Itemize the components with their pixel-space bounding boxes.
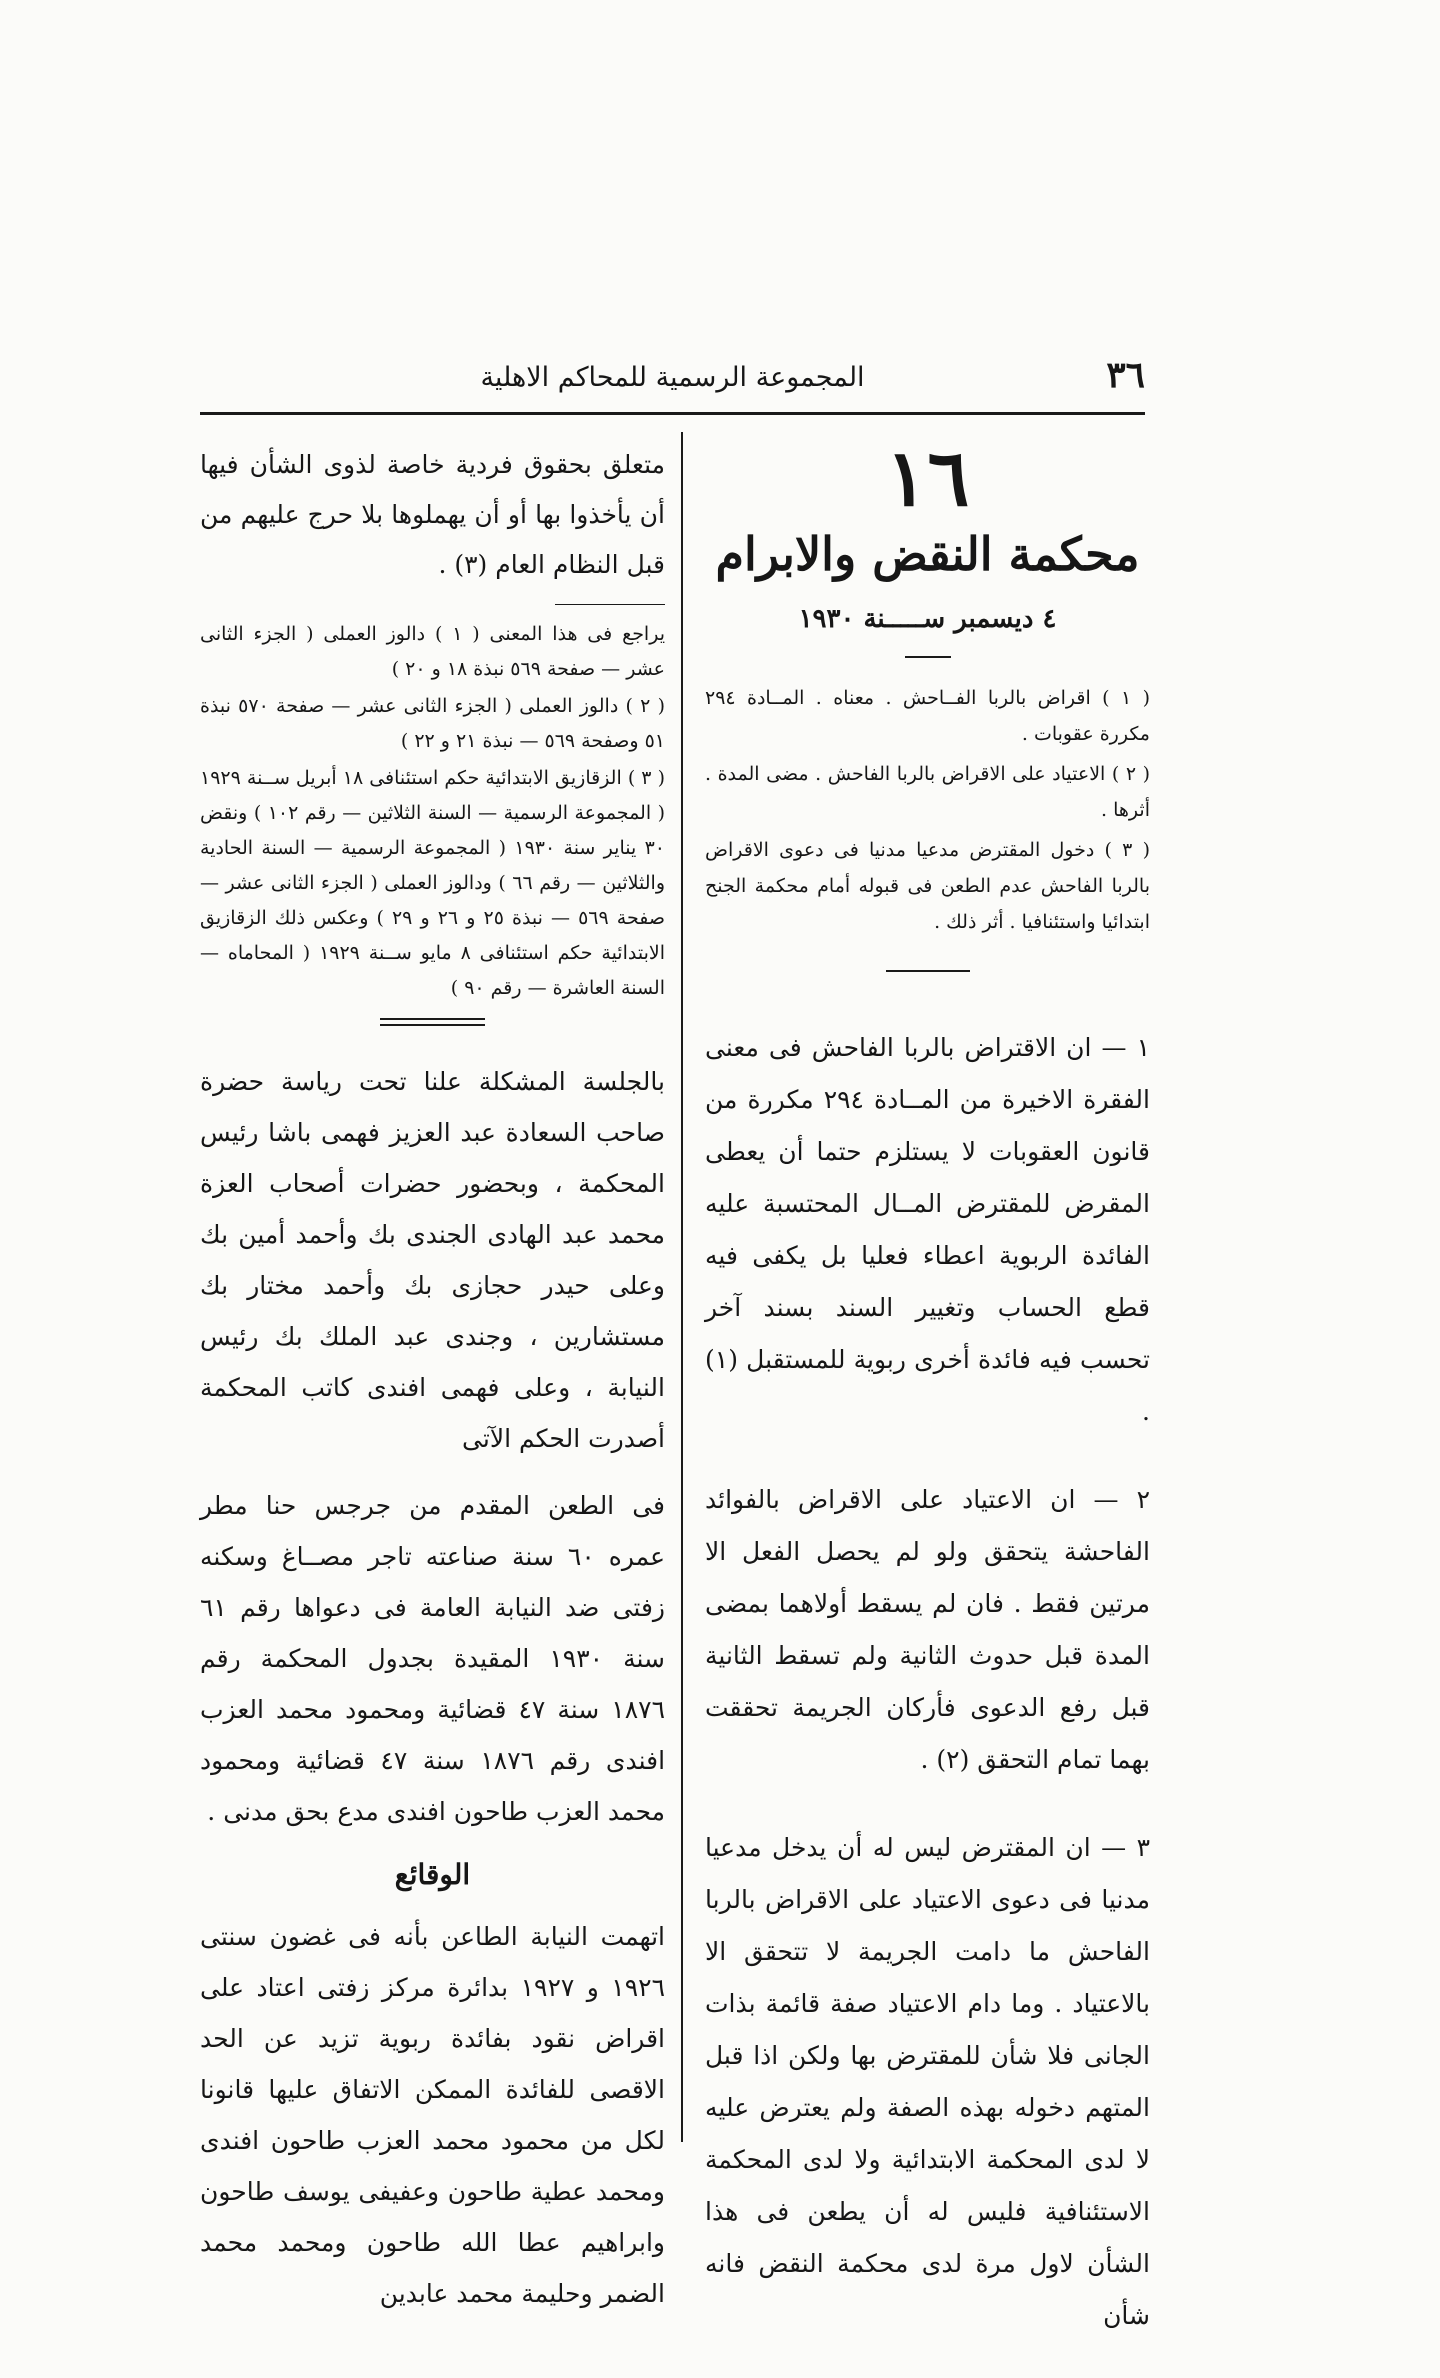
principle-paragraph: ٣ — ان المقترض ليس له أن يدخل مدعيا مدنيا فى دعوى الاعتياد على الاقراض بالربا الفاحش ما دامت الجريمة لا تتحقق الا بالاعتياد . وما دام الاعتياد صفة قائمة بذات الجانى فلا شأن للمقترض بها ولكن اذا قبل المتهم دخوله بهذه الصفة ولم يعترض عليه لا لدى المحكمة الابتدائية ولا لدى المحكمة الاستئنافية فليس له أن يطعن فى هذا الشأن لاول مرة لدى محكمة النقض فانه شأن xyxy=(705,1833,1150,2330)
case-number: ١٦ xyxy=(885,433,970,524)
divider xyxy=(886,970,970,972)
appeal-paragraph: فى الطعن المقدم من جرجس حنا مطر عمره ٦٠ سنة صناعته تاجر مصــاغ وسكنه زفتى ضد النيابة العامة فى دعواها رقم ٦١ سنة ١٩٣٠ المقيدة بجدول المحكمة رقم ١٨٧٦ سنة ٤٧ قضائية ومحمود محمد العزب افندى رقم ١٨٧٦ سنة ٤٧ قضائية ومحمود محمد العزب طاحون افندى مدع بحق مدنى . xyxy=(200,1491,666,1826)
footnote: يراجع فى هذا المعنى ( ١ ) دالوز العملى ( الجزء الثانى عشر — صفحة ٥٦٩ نبذة ١٨ و ٢٠ ) xyxy=(200,623,665,680)
session-paragraph: بالجلسة المشكلة علنا تحت رياسة حضرة صاحب السعادة عبد العزيز فهمى باشا رئيس المحكمة ، وبحضور حضرات أصحاب العزة محمد عبد الهادى الجندى بك وأحمد أمين بك وعلى حيدر حجازى بك وأحمد مختار بك مستشارين ، وجندى عبد الملك بك رئيس النيابة ، وعلى فهمى افندى كاتب المحكمة أصدرت الحكم الآتى xyxy=(200,1067,665,1453)
continuation-paragraph: متعلق بحقوق فردية خاصة لذوى الشأن فيها أن يأخذوا بها أو أن يهملوها بلا حرج عليهم من قبل النظام العام (٣) . xyxy=(200,450,665,579)
footnote: ( ٣ ) الزقازيق الابتدائية حكم استئنافى ١٨ أبريل ســنة ١٩٢٩ ( المجموعة الرسمية — السنة الثلاثين — رقم ١٠٢ ) ونقض ٣٠ يناير سنة ١٩٣٠ ( المجموعة الرسمية — السنة الحادية والثلاثين — رقم ٦٦ ) ودالوز العملى ( الجزء الثانى عشر — صفحة ٥٦٩ — نبذة ٢٥ و ٢٦ و ٢٩ ) وعكس ذلك الزقازيق الابتدائية حكم استئنافى ٨ مايو ســنة ١٩٢٩ ( المحاماه — السنة العاشرة — رقم ٩٠ ) xyxy=(200,767,666,999)
column-divider xyxy=(681,432,683,2142)
court-name: محكمة النقض والابرام xyxy=(715,527,1140,581)
principle-paragraph: ٢ — ان الاعتياد على الاقراض بالفوائد الفاحشة يتحقق ولو لم يحصل الفعل الا مرتين فقط . فان لم يسقط أولاهما بمضى المدة قبل حدوث الثانية ولم تسقط الثانية قبل رفع الدعوى فأركان الجريمة تحققت بهما تمام التحقق (٢) . xyxy=(705,1485,1150,1774)
double-divider xyxy=(380,1018,485,1026)
page-number: ٣٦ xyxy=(1106,354,1145,396)
page-header xyxy=(200,352,1145,408)
footnotes-divider xyxy=(555,604,665,605)
divider xyxy=(905,656,951,658)
summary-item: ( ٣ ) دخول المقترض مدعيا مدنيا فى دعوى الاقراض بالربا الفاحش عدم الطعن فى قبوله أمام محكمة الجنح ابتدائيا واستئنافيا . أثر ذلك . xyxy=(705,839,1151,933)
header-rule xyxy=(200,412,1145,415)
facts-paragraph: اتهمت النيابة الطاعن بأنه فى غضون سنتى ١٩٢٦ و ١٩٢٧ بدائرة مركز زفتى اعتاد على اقراض نقود بفائدة ربوية تزيد عن الحد الاقصى للفائدة الممكن الاتفاق عليها قانونا لكل من محمود محمد العزب طاحون افندى ومحمد عطية طاحون وعفيفى يوسف طاحون وابراهيم عطا الله طاحون ومحمد محمد الضمر وحليمة محمد عابدين xyxy=(200,1922,665,2308)
case-date: ٤ ديسمبر ســـــنة ١٩٣٠ xyxy=(798,604,1057,634)
summary-item: ( ١ ) اقراض بالربا الفــاحش . معناه . المــادة ٢٩٤ مكررة عقوبات . xyxy=(705,687,1150,745)
right-column xyxy=(705,433,1151,2378)
summary-item: ( ٢ ) الاعتياد على الاقراض بالربا الفاحش . مضى المدة . أثرها . xyxy=(705,763,1150,821)
running-title: المجموعة الرسمية للمحاكم الاهلية xyxy=(480,362,865,393)
facts-heading: الوقائع xyxy=(394,1858,471,1891)
footnote: ( ٢ ) دالوز العملى ( الجزء الثانى عشر — صفحة ٥٧٠ نبذة ٥١ وصفحة ٥٦٩ — نبذة ٢١ و ٢٢ ) xyxy=(200,695,665,752)
left-column xyxy=(200,440,665,2335)
principle-paragraph: ١ — ان الاقتراض بالربا الفاحش فى معنى الفقرة الاخيرة من المــادة ٢٩٤ مكررة من قانون العقوبات لا يستلزم حتما أن يعطى المقرض للمقترض المــال المحتسبة عليه الفائدة الربوية اعطاء فعليا بل يكفى فيه قطع الحساب وتغيير السند بسند آخر تحسب فيه فائدة أخرى ربوية للمستقبل (١) . xyxy=(705,1033,1150,1426)
